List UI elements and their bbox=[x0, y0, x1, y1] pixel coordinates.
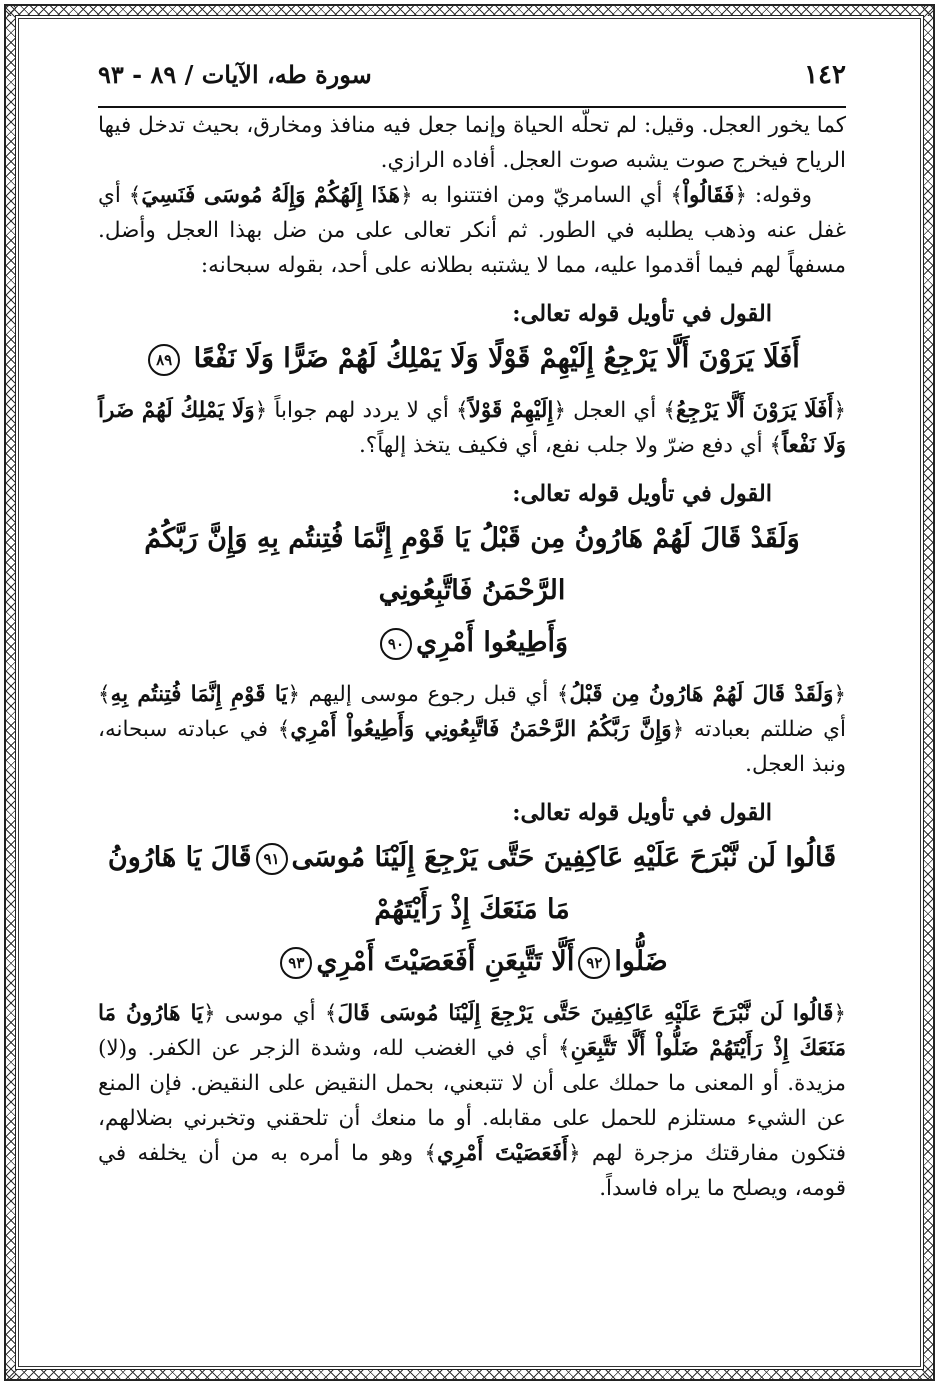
quran-quote: أَفَلَا يَرَوْنَ أَلَّا يَرْجِعُ bbox=[675, 398, 834, 423]
verse-text: ضَلُّوا bbox=[614, 946, 668, 977]
section-heading-2: القول في تأويل قوله تعالى: bbox=[512, 481, 772, 507]
tafsir-paragraph-1 bbox=[98, 393, 846, 463]
verse-block-2 bbox=[98, 513, 846, 669]
text-run: ﴾ في عبادته سبحانه، ونبذ العجل. bbox=[98, 717, 846, 777]
quran-quote: وَلَقَدْ قَالَ لَهُمْ هَارُونُ مِن قَبْلُ bbox=[569, 682, 834, 707]
paragraph-1: كما يخور العجل. وقيل: لم تحلّه الحياة وإنما جعل فيه منافذ ومخارق، بحيث تدخل فيها الرياح فيخرج صوت يشبه صوت العجل. أفاده الرازي. bbox=[98, 113, 846, 173]
running-header bbox=[98, 60, 846, 108]
quran-quote: هَذَا إِلَهُكُمْ وَإِلَهُ مُوسَى فَنَسِيَ bbox=[141, 183, 401, 208]
quran-quote: يَا هَارُونُ مَا مَنَعَكَ إِذْ رَأَيْتَهُمْ ضَلُّواْ أَلَّا تَتَّبِعَنِ bbox=[98, 1001, 847, 1061]
verse-text: قَالَ يَا هَارُونُ مَا مَنَعَكَ إِذْ رَأَيْتَهُمْ bbox=[107, 842, 570, 925]
quran-quote: وَلَا يَمْلِكُ لَهُمْ ضَراً وَلَا نَفْعاً bbox=[98, 398, 846, 458]
quran-quote: أَفَعَصَيْتَ أَمْرِي bbox=[437, 1141, 568, 1166]
text-run: ﴾ أي العجل ﴿ bbox=[553, 398, 676, 423]
quran-quote: يَا قَوْمِ إِنَّمَا فُتِنتُم بِهِ bbox=[110, 682, 288, 707]
text-run: ﴿ bbox=[833, 398, 846, 423]
verse-number-marker: ٩٢ bbox=[578, 947, 610, 979]
section-heading-1: القول في تأويل قوله تعالى: bbox=[512, 301, 772, 327]
verse-block-1 bbox=[98, 333, 846, 385]
verse-text: وَأَطِيعُوا أَمْرِي bbox=[415, 627, 569, 658]
page-number: ١٤٢ bbox=[804, 60, 846, 90]
text-run: ﴿ bbox=[833, 682, 846, 707]
text-run: ﴾ أي في الغضب لله، وشدة الزجر عن الكفر. و(لا) مزيدة. أو المعنى ما حملك على أن لا تتبعني، بحمل النقيض على النقيض. فإن المنع عن الشيء مستلزم للحمل على مقابله. أو ما منعك أن تلحقني وتخبرني بضلالهم، فتكون مفارقتك مزجرة لهم ﴿ bbox=[98, 1036, 846, 1166]
tafsir-paragraph-2 bbox=[98, 677, 846, 782]
verse-line bbox=[98, 832, 846, 936]
verse-line: وَلَقَدْ قَالَ لَهُمْ هَارُونُ مِن قَبْلُ يَا قَوْمِ إِنَّمَا فُتِنتُم بِهِ وَإِنَّ رَبَّكُمُ الرَّحْمَنُ فَاتَّبِعُونِي bbox=[144, 523, 800, 606]
text-run: ﴿ bbox=[833, 1001, 847, 1026]
text-run: ﴾ أي قبل رجوع موسى إليهم ﴿ bbox=[287, 682, 570, 707]
text-run: ﴾ أي لا يردد لهم جواباً ﴿ bbox=[254, 398, 469, 423]
verse-number-marker: ٩٠ bbox=[380, 628, 412, 660]
text-run: ﴾ وهو ما أمره به من أن يخلفه في قومه، ويصلح ما يراه فاسداً. bbox=[98, 1141, 846, 1201]
verse-number-marker: ٩٣ bbox=[280, 947, 312, 979]
verse-text: أَفَلَا يَرَوْنَ أَلَّا يَرْجِعُ إِلَيْهِمْ قَوْلًا وَلَا يَمْلِكُ لَهُمْ ضَرًّا وَلَا نَفْعًا bbox=[193, 343, 800, 374]
text-run: وقوله: ﴿ bbox=[734, 183, 812, 208]
page-content bbox=[98, 60, 846, 1206]
verse-text: أَلَّا تَتَّبِعَنِ أَفَعَصَيْتَ أَمْرِي bbox=[316, 946, 575, 977]
paragraph-2 bbox=[98, 178, 846, 283]
section-heading-3: القول في تأويل قوله تعالى: bbox=[512, 800, 772, 826]
text-run: ﴾ أي غفل عنه وذهب يطلبه في الطور. ثم أنكر تعالى على من ضل بهذا العجل وأضل. مسفهاً لهم فيما أقدموا عليه، مما لا يشتبه بطلانه على أحد، بقوله سبحانه: bbox=[98, 183, 846, 278]
quran-quote: فَقَالُواْ bbox=[682, 183, 735, 208]
text-run: ﴾ أي دفع ضرّ ولا جلب نفع، أي فكيف يتخذ إلهاً؟. bbox=[358, 433, 783, 458]
quran-quote: قَالُوا لَن نَّبْرَحَ عَلَيْهِ عَاكِفِينَ حَتَّى يَرْجِعَ إِلَيْنَا مُوسَى قَالَ bbox=[337, 1001, 834, 1026]
quran-quote: إِلَيْهِمْ قَوْلاً bbox=[468, 398, 554, 423]
text-run: ﴾ أي موسى ﴿ bbox=[202, 1001, 338, 1026]
text-run: ﴾ أي السامريّ ومن افتتنوا به ﴿ bbox=[400, 183, 683, 208]
surah-title: سورة طه، الآيات / ٨٩ - ٩٣ bbox=[98, 60, 372, 89]
verse-text: قَالُوا لَن نَّبْرَحَ عَلَيْهِ عَاكِفِينَ حَتَّى يَرْجِعَ إِلَيْنَا مُوسَى bbox=[291, 842, 837, 873]
verse-line bbox=[98, 617, 846, 669]
quran-quote: وَإِنَّ رَبَّكُمُ الرَّحْمَنُ فَاتَّبِعُونِي وَأَطِيعُواْ أَمْرِي bbox=[290, 717, 672, 742]
tafsir-paragraph-3 bbox=[98, 996, 846, 1206]
verse-number-marker: ٨٩ bbox=[148, 344, 180, 376]
text-run: ﴾ أي ضللتم بعبادته ﴿ bbox=[98, 682, 846, 742]
verse-block-3 bbox=[98, 832, 846, 988]
verse-line bbox=[98, 936, 846, 988]
verse-number-marker: ٩١ bbox=[256, 843, 288, 875]
